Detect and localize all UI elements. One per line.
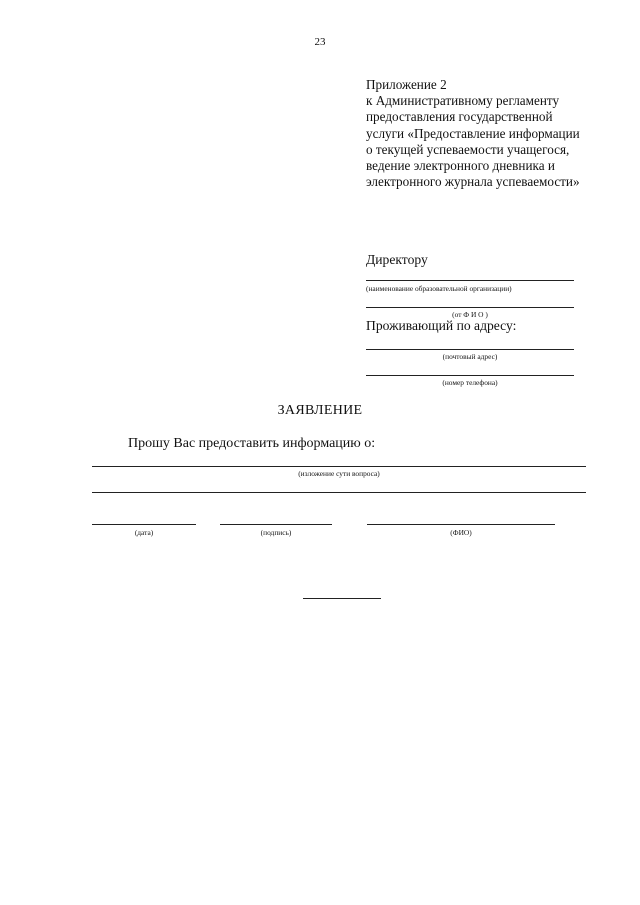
- date-caption: (дата): [134, 528, 154, 537]
- address-line: [366, 349, 574, 350]
- essence-line-2: [92, 492, 586, 493]
- phone-caption: (номер телефона): [442, 378, 498, 387]
- organization-line: [366, 280, 574, 281]
- full-name-caption: (ФИО): [450, 528, 472, 537]
- residing-label: Проживающий по адресу:: [366, 318, 517, 333]
- appendix-line: ведение электронного дневника и: [366, 158, 555, 174]
- date-line: [92, 524, 196, 525]
- addressee-director: Директору: [366, 252, 428, 267]
- from-name-line: [366, 307, 574, 308]
- end-divider: [303, 598, 381, 599]
- appendix-line: услуги «Предоставление информации: [366, 125, 580, 141]
- appendix-block: [366, 77, 616, 190]
- phone-line: [366, 375, 574, 376]
- appendix-line: электронного журнала успеваемости»: [366, 174, 580, 190]
- address-caption: (почтовый адрес): [442, 352, 498, 361]
- statement-title: ЗАЯВЛЕНИЕ: [277, 403, 363, 418]
- appendix-line: предоставления государственной: [366, 109, 553, 125]
- signature-caption: (подпись): [260, 528, 292, 537]
- signature-line: [220, 524, 332, 525]
- appendix-line: о текущей успеваемости учащегося,: [366, 141, 570, 157]
- appendix-line: к Административному регламенту: [366, 93, 560, 109]
- request-text: Прошу Вас предоставить информацию о:: [128, 436, 376, 451]
- page-number: 23: [314, 36, 326, 48]
- appendix-line: Приложение 2: [366, 77, 447, 92]
- essence-caption: (изложение сути вопроса): [298, 469, 380, 478]
- full-name-line: [367, 524, 555, 525]
- from-name-caption: (от Ф И О ): [452, 310, 488, 319]
- essence-line-1: [92, 466, 586, 467]
- organization-caption: (наименование образовательной организации): [366, 284, 512, 293]
